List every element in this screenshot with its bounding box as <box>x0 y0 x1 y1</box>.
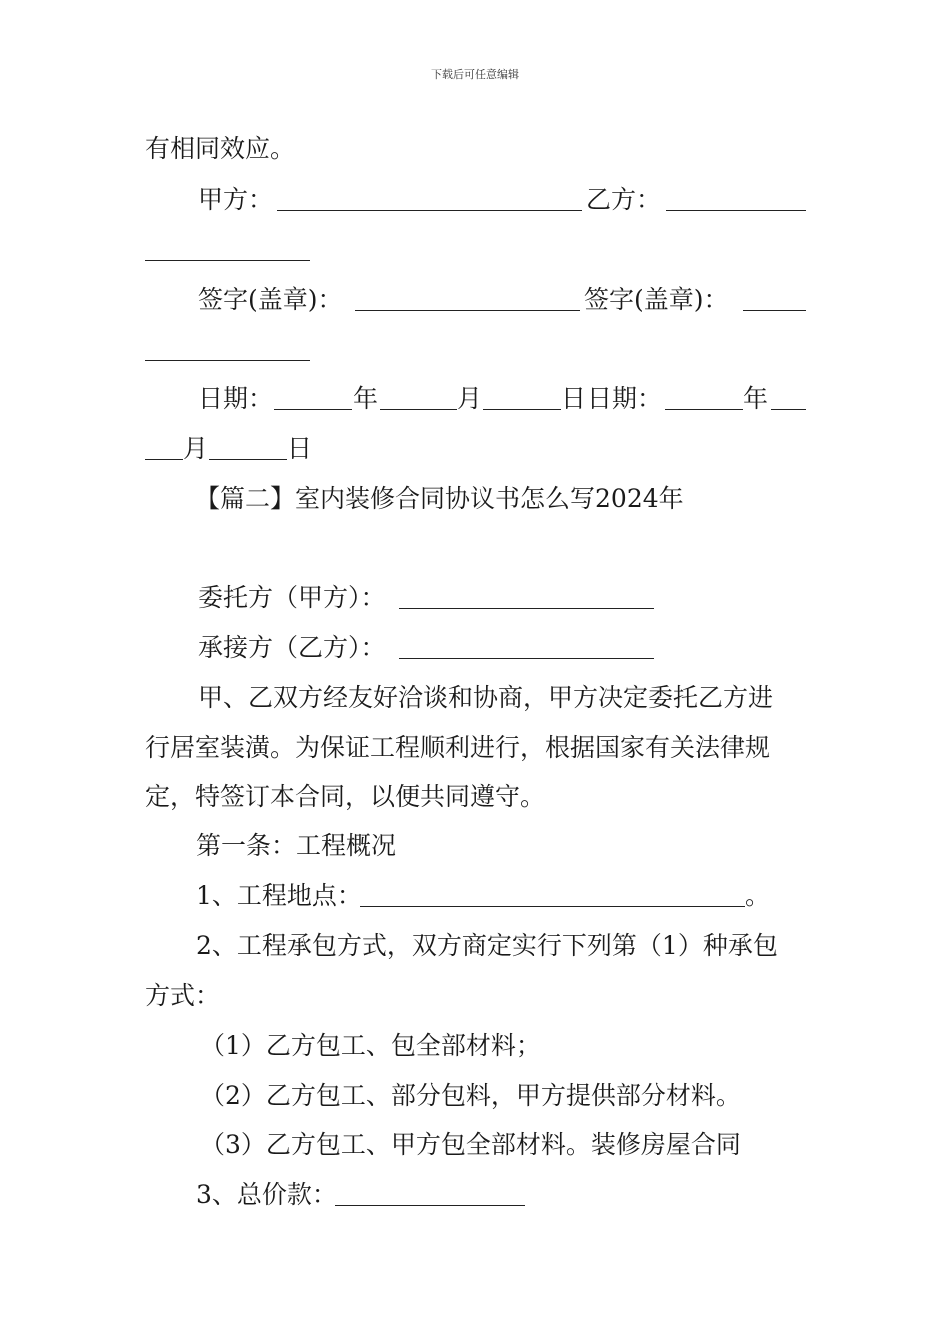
article-1-title: 第一条：工程概况 <box>196 831 397 860</box>
item-3-blank <box>335 1185 525 1206</box>
contractor-label: 承接方（乙方）： <box>198 633 386 662</box>
party-a-blank <box>277 190 582 211</box>
client-label: 委托方（甲方）： <box>198 583 386 612</box>
party-b-blank-cont <box>145 240 310 261</box>
sign-a-label: 签字(盖章)： <box>198 285 343 314</box>
item-2-line-2: 方式： <box>145 981 221 1010</box>
item-2-line-1: 2、工程承包方式，双方商定实行下列第（1）种承包 <box>196 931 778 960</box>
date-b-month-blank-cont <box>145 439 183 460</box>
date-a-month-blank <box>380 389 457 410</box>
item-1-blank <box>360 886 745 907</box>
party-b-label: 乙方： <box>586 185 662 214</box>
sign-b-blank-cont <box>145 340 310 361</box>
option-2: （2）乙方包工、部分包料，甲方提供部分材料。 <box>200 1081 741 1110</box>
intro-line-3: 定，特签订本合同，以便共同遵守。 <box>145 782 546 811</box>
date-b-year: 年 <box>743 384 769 413</box>
date-a-day-blank <box>483 389 561 410</box>
date-a-day: 日 <box>561 384 587 413</box>
sign-b-blank <box>743 290 806 311</box>
page-header-note: 下载后可任意编辑 <box>431 68 519 81</box>
client-blank <box>399 588 654 609</box>
date-b-month-blank <box>771 389 806 410</box>
date-b-day-blank <box>209 439 287 460</box>
continued-text: 有相同效应。 <box>145 134 296 163</box>
contractor-blank <box>399 638 654 659</box>
intro-line-1: 甲、乙双方经友好洽谈和协商，甲方决定委托乙方进 <box>198 683 774 712</box>
item-3-label: 3、总价款： <box>196 1180 337 1209</box>
sign-a-blank <box>355 290 580 311</box>
date-a-month: 月 <box>457 384 483 413</box>
intro-line-2: 行居室装潢。为保证工程顺利进行，根据国家有关法律规 <box>145 733 771 762</box>
party-a-label: 甲方： <box>198 185 274 214</box>
date-b-day: 日 <box>287 434 313 463</box>
date-a-year-blank <box>274 389 352 410</box>
party-b-blank <box>666 190 806 211</box>
option-3: （3）乙方包工、甲方包全部材料。装修房屋合同 <box>200 1130 741 1159</box>
option-1: （1）乙方包工、包全部材料； <box>200 1031 541 1060</box>
date-a-label: 日期： <box>198 384 274 413</box>
sign-b-label: 签字(盖章)： <box>584 285 729 314</box>
date-b-label: 日期： <box>587 384 663 413</box>
item-1-label: 1、工程地点： <box>196 881 362 910</box>
item-1-end: 。 <box>745 881 771 910</box>
section-heading: 【篇二】室内装修合同协议书怎么写2024年 <box>195 484 684 513</box>
date-a-year: 年 <box>353 384 379 413</box>
date-b-month: 月 <box>183 434 209 463</box>
date-b-year-blank <box>665 389 743 410</box>
